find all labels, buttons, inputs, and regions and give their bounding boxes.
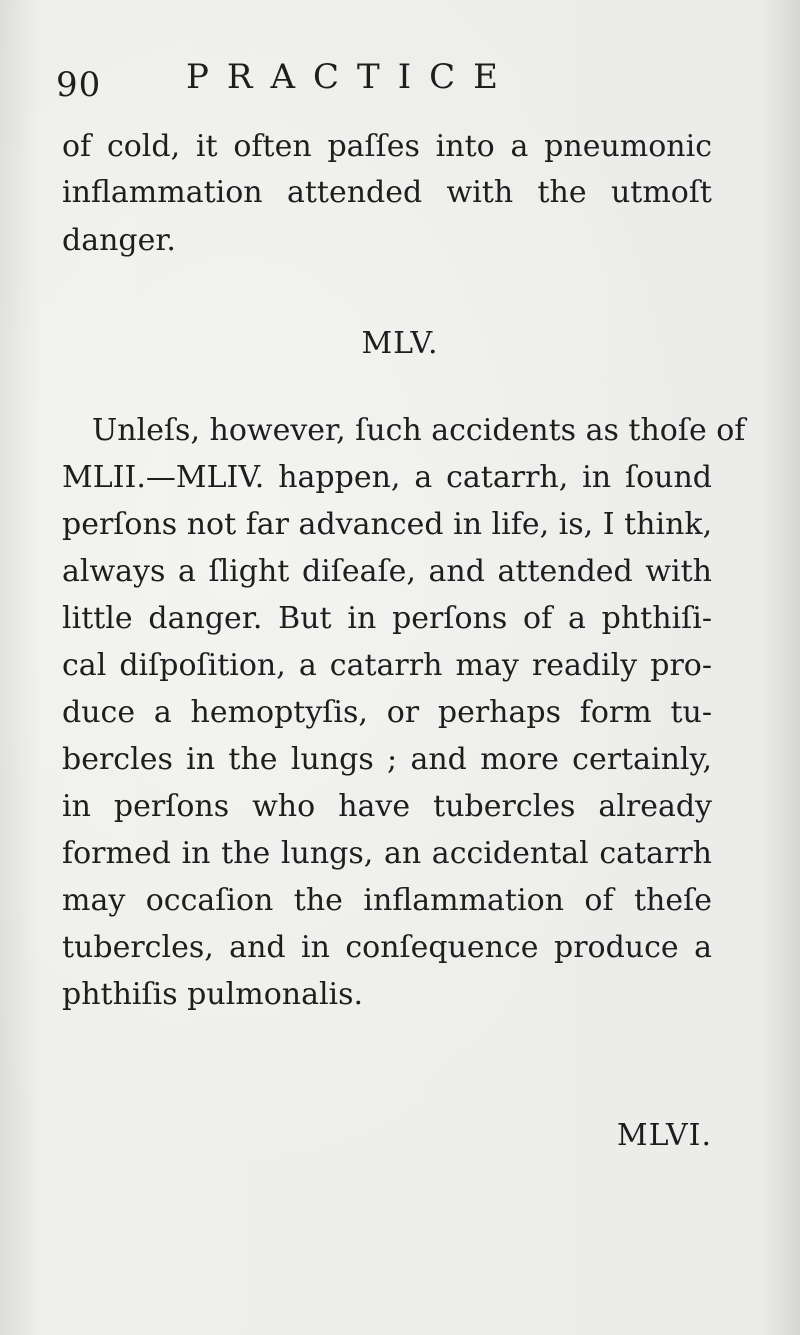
text-line: perſons not far advanced in life, is, I think, [62,507,713,542]
text-line: cal diſpoſition, a catarrh may readily pro- [62,648,712,683]
text-line: Unleſs, however, ſuch accidents as thoſe of [92,413,746,448]
text-line: of cold, it often paſſes into a pneumonic [62,129,712,164]
text-line: in perſons who have tubercles already [62,789,712,824]
text-line: inflammation attended with the utmoſt [62,175,712,210]
text-line: duce a hemoptyſis, or perhaps form tu- [62,695,712,730]
text-line: always a ſlight diſeaſe, and attended with [62,554,712,589]
page-number: 90 [56,65,102,105]
text-line: little danger. But in perſons of a phthiſi- [62,601,712,636]
text-line: danger. [62,223,176,258]
page-header [56,55,656,105]
text-line: bercles in the lungs ; and more certainly, [62,742,712,777]
text-line: formed in the lungs, an accidental catarrh [62,836,712,871]
text-line: phthiſis pulmonalis. [62,977,364,1012]
running-head: PRACTICE [186,57,516,97]
text-line: MLII.—MLIV. happen, a catarrh, in ſound [62,460,712,495]
section-heading: MLV. [361,326,439,361]
text-line: tubercles, and in conſequence produce a [62,930,712,965]
text-line: may occaſion the inflammation of theſe [62,883,712,918]
catchword: MLVI. [616,1118,712,1153]
